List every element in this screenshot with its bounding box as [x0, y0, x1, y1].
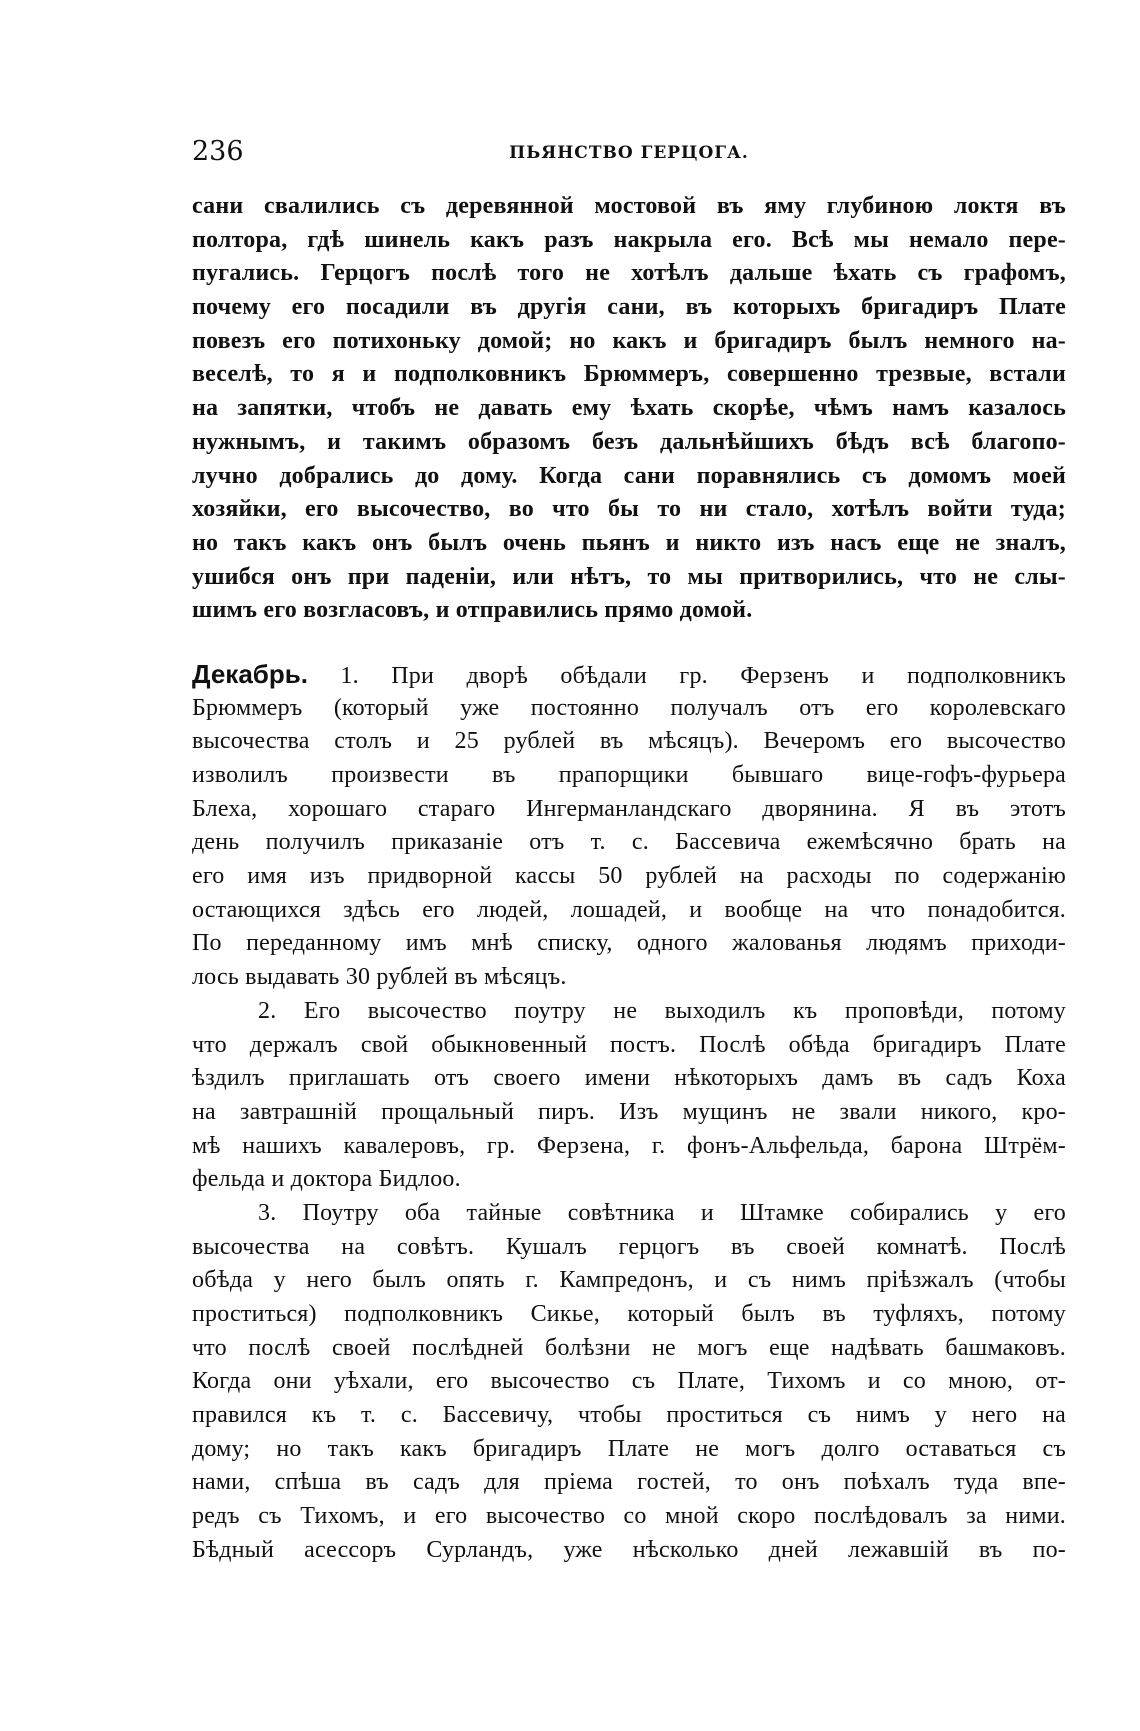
text-line: полтора, гдѣ шинель какъ разъ накрыла его. Всѣ мы немало пере- [192, 226, 1066, 253]
text-line: нужнымъ, и такимъ образомъ безъ дальнѣйшихъ бѣдъ всѣ благопо- [192, 428, 1066, 455]
text-line: 3. Поутру оба тайные совѣтника и Штамке собирались у его [258, 1199, 1066, 1226]
text-line: Когда они уѣхали, его высочество съ Плате, Тихомъ и со мною, от- [192, 1368, 1066, 1395]
text-line: обѣда у него былъ опять г. Кампредонъ, и съ нимъ пріѣзжалъ (чтобы [192, 1267, 1066, 1294]
page-header [192, 136, 1066, 176]
text-line: шимъ его возгласовъ, и отправились прямо домой. [192, 597, 753, 624]
running-head: ПЬЯНСТВО ГЕРЦОГА. [509, 143, 749, 163]
text-line: лучно добрались до дому. Когда сани поравнялись съ домомъ моей [192, 462, 1066, 489]
text-line: что послѣ своей послѣдней болѣзни не могъ еще надѣвать башмаковъ. [192, 1334, 1066, 1361]
text-line: редъ съ Тихомъ, и его высочество со мной скоро послѣдовалъ за ними. [192, 1503, 1066, 1530]
text-line: день получилъ приказаніе отъ т. с. Бассевича ежемѣсячно брать на [192, 829, 1066, 856]
text-line: фельда и доктора Бидлоо. [192, 1166, 461, 1193]
text-line: Брюммеръ (который уже постоянно получалъ отъ его королевскаго [192, 694, 1066, 721]
text-line: хозяйки, его высочество, во что бы то ни стало, хотѣлъ войти туда; [192, 496, 1066, 523]
text-line: пугались. Герцогъ послѣ того не хотѣлъ дальше ѣхать съ графомъ, [192, 260, 1066, 287]
text-line: лось выдавать 30 рублей въ мѣсяцъ. [192, 964, 567, 991]
text-line: проститься) подполковникъ Сикье, который былъ въ туфляхъ, потому [192, 1301, 1066, 1327]
text-line: изволилъ произвести въ прапорщики бывшаго вице-гофъ-фурьера [192, 762, 1066, 788]
text-line: веселѣ, то я и подполковникъ Брюммеръ, совершенно трезвые, встали [192, 361, 1066, 388]
text-line: Бѣдный асессоръ Сурландъ, уже нѣсколько дней лежавшій въ по- [192, 1536, 1066, 1563]
text-line: дому; но такъ какъ бригадиръ Плате не могъ долго оставаться съ [192, 1435, 1066, 1462]
text-line: мѣ нашихъ кавалеровъ, гр. Ферзена, г. фонъ-Альфельда, барона Штрём- [192, 1132, 1066, 1159]
text-line: ушибся онъ при паденіи, или нѣтъ, то мы притворились, что не слы- [192, 563, 1066, 590]
text-line: на завтрашній прощальный пиръ. Изъ мущинъ не звали никого, кро- [192, 1098, 1066, 1125]
text-line: правился къ т. с. Бассевичу, чтобы проститься съ нимъ у него на [192, 1402, 1066, 1429]
text-line-rest: 1. При дворѣ обѣдали гр. Ферзенъ и подполковникъ [307, 662, 1066, 689]
text-line: но такъ какъ онъ былъ очень пьянъ и никто изъ насъ еще не зналъ, [192, 529, 1066, 556]
text-line: По переданному имъ мнѣ списку, одного жалованья людямъ приходи- [192, 930, 1066, 957]
text-line [192, 658, 1066, 692]
paragraph-december-2 [192, 995, 1066, 1197]
text-line: что держалъ свой обыкновенный постъ. Послѣ обѣда бригадиръ Плате [192, 1031, 1066, 1058]
text-line: ѣздилъ приглашать отъ своего имени нѣкоторыхъ дамъ въ садъ Коха [192, 1065, 1066, 1092]
text-line: остающихся здѣсь его людей, лошадей, и вообще на что понадобится. [192, 896, 1066, 923]
paragraph-continuation [192, 190, 1066, 628]
text-line: на запятки, чтобъ не давать ему ѣхать скорѣе, чѣмъ намъ казалось [192, 395, 1066, 422]
text-line: сани свалились съ деревянной мостовой въ яму глубиною локтя въ [192, 193, 1066, 219]
text-line: высочества на совѣтъ. Кушалъ герцогъ въ своей комнатѣ. Послѣ [192, 1233, 1066, 1260]
paragraph-december-1 [192, 658, 1066, 995]
paragraph-december-3 [192, 1197, 1066, 1568]
section-gap [192, 628, 1066, 658]
month-heading: Декабрь. [192, 658, 308, 689]
text-line: его имя изъ придворной кассы 50 рублей на расходы по содержанію [192, 863, 1066, 890]
text-line: высочества столъ и 25 рублей въ мѣсяцъ). Вечеромъ его высочество [192, 728, 1066, 755]
page-number: 236 [192, 136, 244, 167]
text-line: Блеха, хорошаго стараго Ингерманландскаго дворянина. Я въ этотъ [192, 795, 1066, 822]
text-line: нами, спѣша въ садъ для пріема гостей, то онъ поѣхалъ туда впе- [192, 1469, 1066, 1496]
text-line: почему его посадили въ другія сани, въ которыхъ бригадиръ Плате [192, 294, 1066, 321]
body-text [192, 190, 1066, 1568]
text-line: 2. Его высочество поутру не выходилъ къ проповѣди, потому [258, 997, 1066, 1024]
text-line: повезъ его потихоньку домой; но какъ и бригадиръ былъ немного на- [192, 327, 1066, 354]
